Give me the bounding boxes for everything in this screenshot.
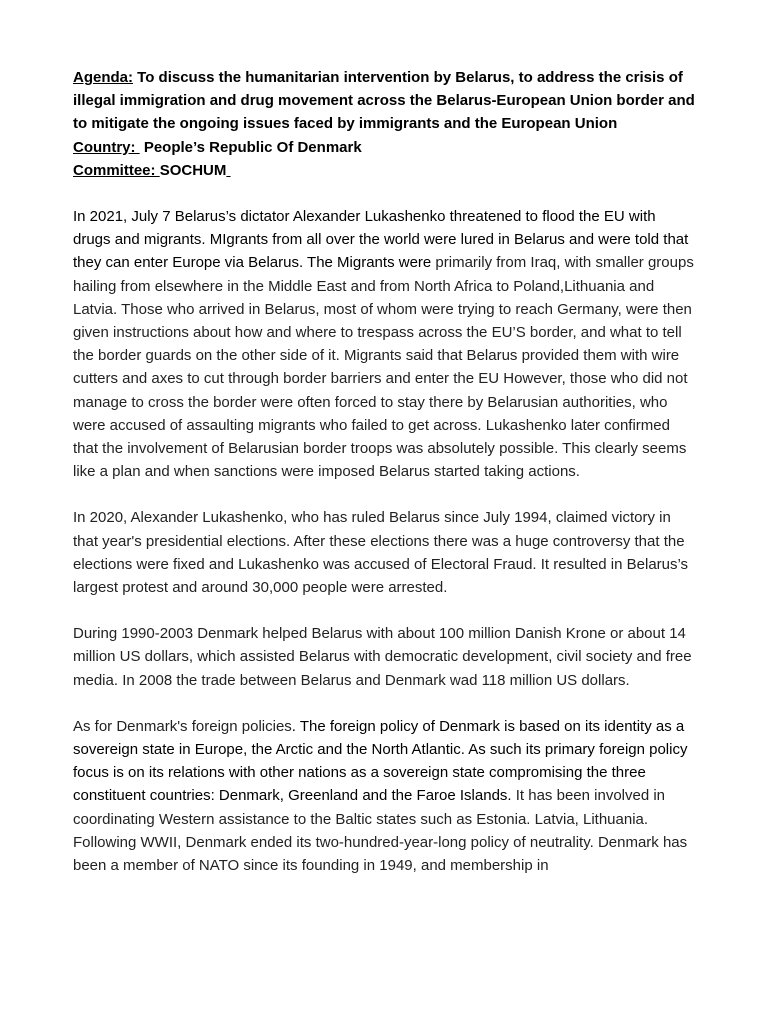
committee-label: Committee: [73,161,160,179]
country-label: Country: [73,138,140,156]
agenda-label: Agenda: [73,69,133,86]
paragraph-1-part-b: primarily from Iraq, with smaller groups hailing from elsewhere in the Middle East and from North Africa to Poland,Lithuania and Latvia. Those who arrived in Belarus, most of whom were trying to reach Germany, were then given instructions about how and where to trespass across the EU’S border, and what to tell the border guards on the other side of it. Migrants said that Belarus provided them with wire cutters and axes to cut through border barriers and enter the EU However, those who did not manage to cross the border were often forced to stay there by Belarusian authorities, who were accused of assaulting migrants who failed to get across. Lukashenko later confirmed that the involvement of Belarusian border troops was absolutely possible. This clearly seems like a plan and when sanctions were imposed Belarus started taking actions. [73,254,694,481]
committee-line [73,159,695,182]
paragraph-denmark-aid: During 1990-2003 Denmark helped Belarus with about 100 million Danish Krone or about 14 million US dollars, which assisted Belarus with democratic development, civil society and free media. In 2008 the trade between Belarus and Denmark wad 118 million US dollars. [73,625,692,689]
committee-text: SOCHUM [159,161,227,179]
agenda-line [73,66,695,136]
paragraph-4-part-b: . The foreign policy of Denmark is based on its identity as a sovereign state in Europe, the Arctic and the North Atlantic. As such its primary foreign policy focus is on its relations with other nations as a sovereign state compromising the three constituent countries: Denmark, Greenland and the Faroe Islands. [73,717,688,805]
country-line [73,136,695,159]
paragraph-foreign-policy [73,715,695,877]
committee-trailing-space [226,162,230,179]
paragraph-2020-elections: In 2020, Alexander Lukashenko, who has ruled Belarus since July 1994, claimed victory in that year's presidential elections. After these elections there was a huge controversy that the elections were fixed and Lukashenko was accused of Electoral Fraud. It resulted in Belarus’s largest protest and around 30,000 people were arrested. [73,509,689,597]
country-text: People’s Republic Of Denmark [139,138,362,156]
paragraph-lukashenko-threat [73,205,695,483]
paragraph-4-part-c: It has been involved in coordinating Western assistance to the Baltic states such as Estonia. Latvia, Lithuania. Following WWII, Denmark ended its two-hundred-year-long policy of neutrality. Denmark has been a member of NATO since its founding in 1949, and membership in [73,787,688,875]
paragraph-1-part-a: In 2021, July 7 Belarus’s dictator Alexander Lukashenko threatened to flood the EU with drugs and migrants. MIgrants from all over the world were lured in Belarus and were told that they can enter Europe via Belarus. The Migrants were [73,208,689,272]
paragraph-4-part-a: As for Denmark's foreign policies [73,717,292,735]
agenda-text: To discuss the humanitarian intervention by Belarus, to address the crisis of illegal immigration and drug movement across the Belarus-European Union border and to mitigate the ongoing issues faced by immigrants and the European Union [73,69,695,133]
document-header [73,66,695,182]
document-page [73,66,695,900]
